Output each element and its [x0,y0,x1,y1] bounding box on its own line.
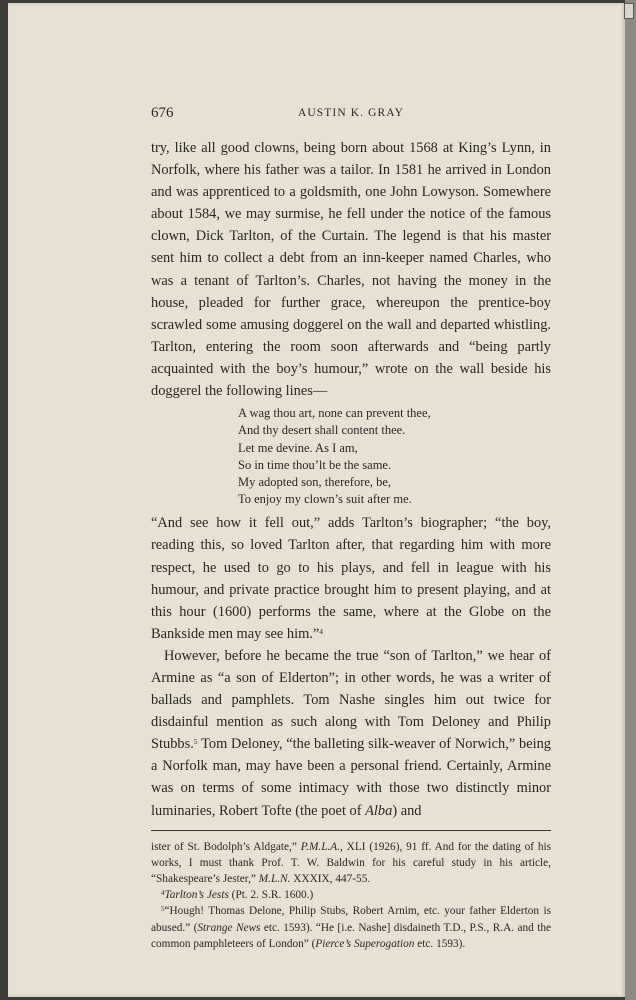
footnote-number: 5 [161,905,165,914]
work-title: Pierce’s Superogation [315,937,415,950]
footnote-5 [151,903,551,952]
footnote-4 [151,887,551,903]
verse-line: My adopted son, therefore, be, [238,474,392,489]
footnote-text: , XLI (1926), 91 ff. And for the dating of his works, I must thank Prof. T. W. Baldwin for his careful study in his article, “Shakespeare’s Jester,” [151,840,551,886]
page-edge-shadow [625,0,636,1000]
edge-tab [624,3,634,19]
page-number: 676 [151,105,174,121]
book-page [8,3,625,997]
verse-line: Let me devine. As I am, [238,440,358,455]
paragraph-text: Tom Deloney, “the balleting silk-weaver of Norwich,” being a Norfolk man, may have been a personal friend. Certainly, Armine was on terms of some intimacy with those two distinctly minor luminaries, Robert Tofte (the poet of [151,736,551,819]
verse-line: A wag thou art, none can prevent thee, [238,406,431,421]
verse-quotation [238,405,551,508]
verse-line: And thy desert shall content thee. [238,423,406,438]
paragraph-quote [151,512,551,645]
paragraph-text: ) and [392,802,422,819]
footnotes [151,839,551,952]
work-title: Tarlton’s Jests [164,889,229,902]
footnote-number: 4 [161,889,165,898]
text-block [151,103,551,952]
footnote-text: (Pt. 2. S.R. 1600.) [228,889,314,902]
footnote-text: etc. 1593). [414,937,466,950]
footnote-text: XXXIX, 447-55. [290,873,371,886]
journal-title: M.L.N. [258,873,291,886]
paragraph-continued: try, like all good clowns, being born about 1568 at King’s Lynn, in Norfolk, where his father was a tailor. In 1581 he arrived in London and was apprenticed to a goldsmith, one John Lowyson. Somewhere about 1584, we may surmise, he fell under the notice of the famous clown, Dick Tarlton, of the Curtain. The legend is that his master sent him to collect a debt from an inn-keeper named Charles, who was a tenant of Tarlton’s. Charles, not having the money in the house, pleaded for further grace, whereupon the prentice-boy scrawled some amusing doggerel on the wall and departed whistling. Tarlton, entering the room soon afterwards and “being partly acquainted with the boy’s humour,” wrote on the wall beside his doggerel the following lines— [151,140,551,400]
body-text [151,137,551,822]
work-title: Strange News [197,921,261,934]
running-head [151,103,551,123]
footnote-ref-4[interactable]: 4 [319,626,323,636]
footnote-3-continued [151,839,551,888]
paragraph-text: However, before he became the true “son of Tarlton,” we hear of Armine as “a son of Elderton”; in other words, he was a writer of ballads and pamphlets. Tom Nashe singles him out twice for disdainful mention as such along with Tom Deloney and Philip Stubbs. [151,647,551,753]
work-title: Alba [365,802,393,819]
running-head-author: AUSTIN K. GRAY [297,107,405,119]
footnote-text: etc. 1593). “He [i.e. Nashe] disdaineth T.D., P.S., R.A. and the common pamphleteers of London” ( [151,921,552,950]
footnote-ref-5[interactable]: 5 [193,737,198,747]
journal-title: P.M.L.A. [300,840,341,853]
footnote-text: ister of St. Bodolph’s Aldgate,” [151,840,301,853]
paragraph-armine [151,645,551,822]
paragraph-text: “And see how it fell out,” adds Tarlton’s biographer; “the boy, reading this, so loved Tarlton after, that regarding him with more respect, he used to go to his plays, and fell in league with his humour, and private practice brought him to present playing, and at this hour (1600) performs the same, where at the Globe on the Bankside men may see him.” [151,515,551,642]
footnote-text: “Hough! Thomas Delone, Philip Stubs, Robert Arnim, etc. your father Elderton is abused.” ( [151,905,551,934]
verse-line: So in time thou’lt be the same. [238,457,392,472]
footnote-rule [151,830,551,831]
verse-line: To enjoy my clown’s suit after me. [238,492,412,507]
